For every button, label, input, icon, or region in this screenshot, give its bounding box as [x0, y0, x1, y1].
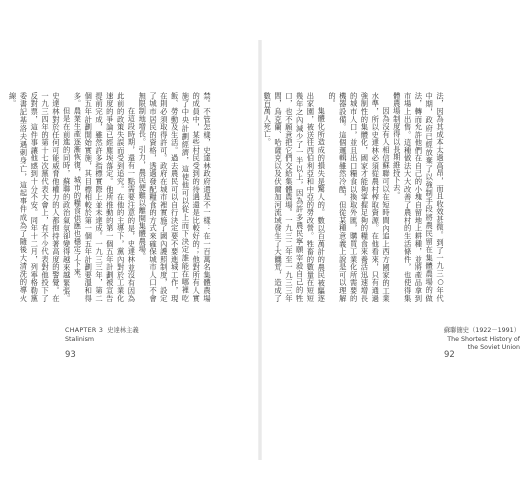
right-page	[260, 0, 520, 500]
right-page-body	[263, 92, 445, 302]
left-page-body	[8, 92, 212, 302]
book-title: 蘇聯簡史（1922－1991）	[443, 327, 520, 334]
chapter-title: 史達林主義	[107, 327, 139, 334]
chapter-label: CHAPTER 3	[65, 327, 104, 334]
right-page-number: 92	[444, 350, 455, 360]
right-paragraph-2: 因為沒有人相信蘇聯可以在短時間內追上西方國家的工業水準，所以史達林必須從農村榨取資源。在他看來，只有通過強制性的集體化，國家才能夠掌握足夠的糧食來養活迅速增長的城市人口，並且出口糧食以換取外匯，購買工業化所需要的機器設備。這個邏輯雖然冷酷，但從某種意義上說是可以理解的。	[328, 92, 392, 302]
right-paragraph-3: 集體化所造成的損失是驚人的。數以百萬計的農民被驅逐出家園，被送往西伯利亞和中亞的勞改營。牲畜的數量在短短幾年之內減少了一半以上，因為許多農民寧願宰殺自己的牲口，也不願意把它們交給集體農場。一九三二年至一九三三年間，烏克蘭、哈薩克以及伏爾加河流域發生了大饑荒，造成了數百萬人死亡。	[263, 92, 327, 302]
chapter-title-en: Stalinism	[65, 335, 94, 343]
right-paragraph-1: 法，因為其成本太過高昂，而且收效甚微。到了一九三○年代中期，政府已經放棄了以強制手段將農民留在集體農場的做法，轉而允許他們在自己的小塊自留地上耕種，並將產品拿到市場上出售。這種做法大大改善了農村的生活條件，也使得集體農場制度得以長期維持下去。	[392, 92, 445, 302]
left-running-footer	[65, 327, 139, 344]
left-page-number: 93	[65, 350, 76, 360]
left-paragraph-1: 禁。不管怎樣，史達林政府還是不一樣：在一百萬名集體農場的成員中，某些村民受到的待遇還是比較好的；他對所有人實施了中央計劃經濟，這使他可以從上而下決定誰能在哪裡吃飯、勞動及生活。過去農民可以自行決定要不要進城工作，現在則必須取得許可。政府在城市裡實施了國內護照制度，設定了城市居民的資格，透過發配糧食的方式來確保城市人口不會無限制地增長。引力，農民便難以離開集體農場。	[138, 92, 212, 302]
left-paragraph-2: 在這段時期，還有一點需要注意的是，史達林並沒有因為此前的政策失誤而受到追究。在他的主導下，黨內對於工業化速度的爭論已經塵埃落定。他所推動的第一個五年計劃被宣告提前完成，雖然許多指標實際上並未達成。一九三三年，第二個五年計劃開始實施，其目標相較於第一個五年計劃要溫和得多。農業生產逐漸恢復，城市的糧食供應也穩定了下來。	[73, 92, 137, 302]
book-title-en: The Shortest History of the Soviet Union	[447, 335, 520, 351]
left-paragraph-3: 但是在前進的同時，蘇聯的政治氣氛卻變得越來越緊張。史達林對於任何可能威脅他權力的人都抱持著高度的警覺。在一九三四年的第十七次黨代表大會上，有不少代表對他投下了反對票，這件事讓他感到十分不安。同年十二月，列寧格勒黨委書記基洛夫遇刺身亡，這起事件成為了隨後大清洗的導火線。	[8, 92, 72, 302]
right-running-footer	[436, 327, 520, 353]
